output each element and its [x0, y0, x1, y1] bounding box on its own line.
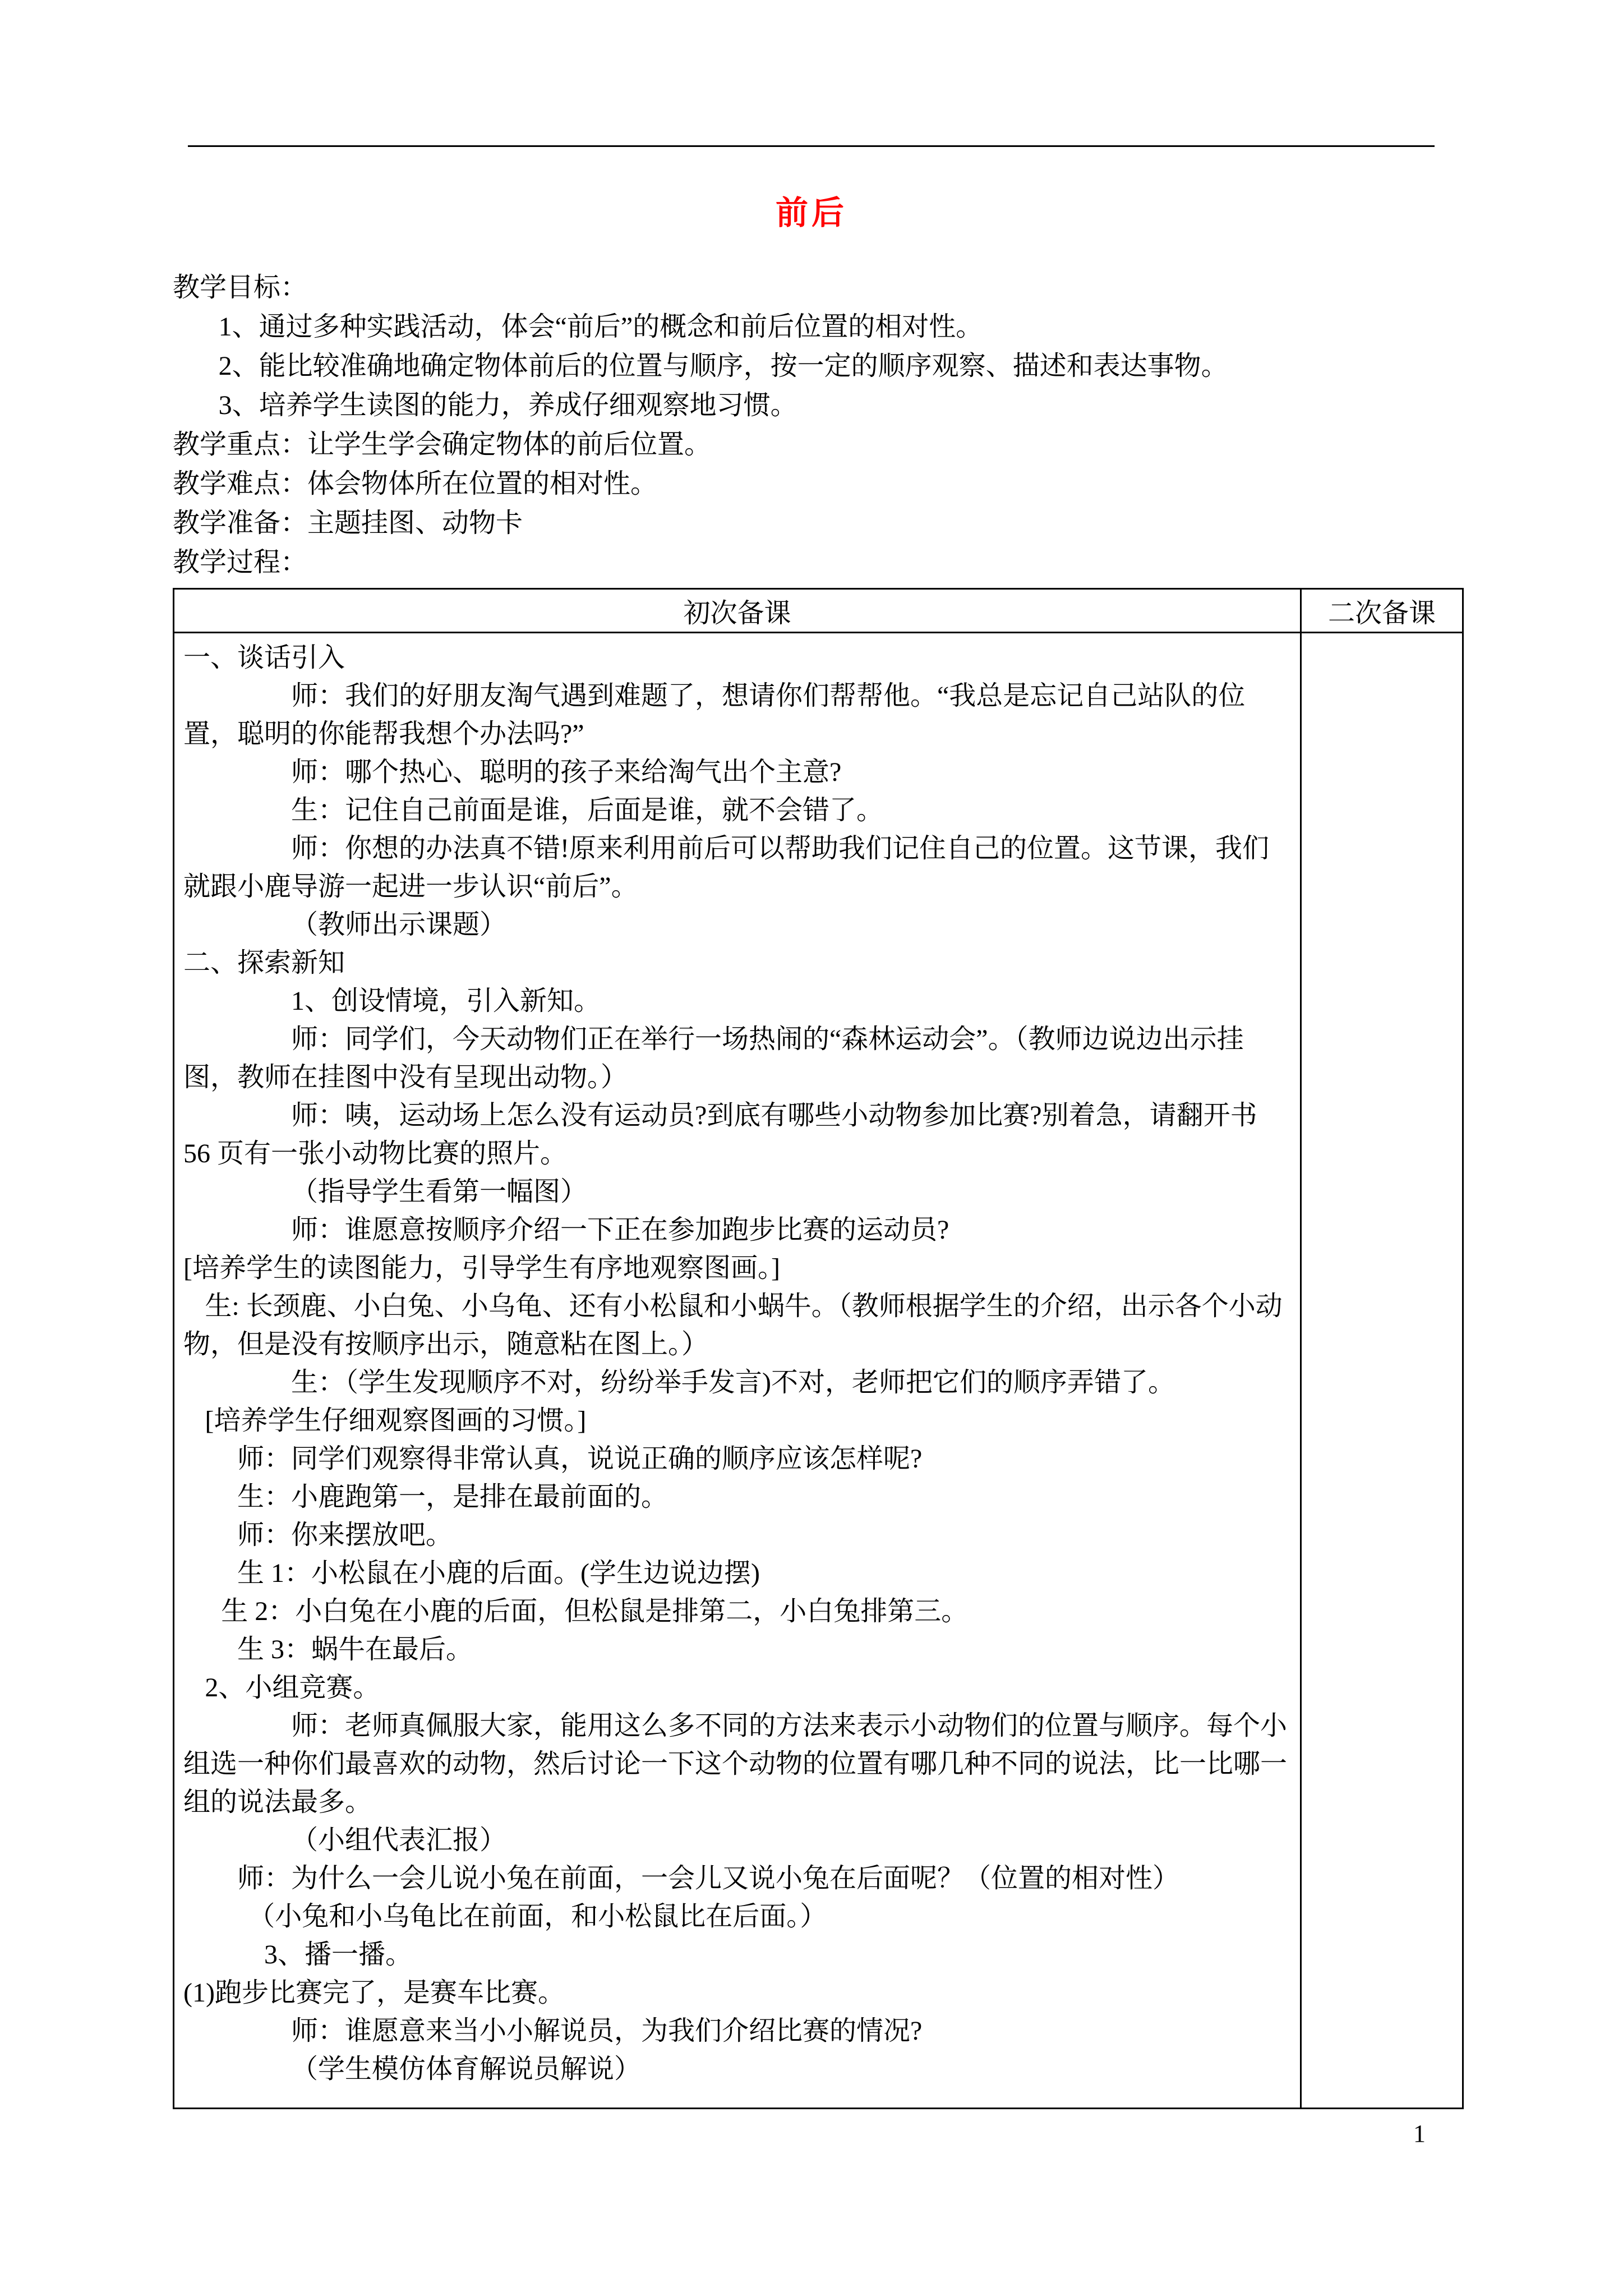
header-rule — [188, 145, 1435, 147]
lesson-paragraph: （小组代表汇报） — [291, 1825, 507, 1855]
lesson-plan-table — [173, 588, 1464, 2109]
second-prep-cell — [1301, 633, 1463, 2109]
lesson-paragraph: 师：咦，运动场上怎么没有运动员?到底有哪些小动物参加比赛?别着急，请翻开书 56 页有一张小动物比赛的照片。 — [183, 1101, 1257, 1168]
lesson-paragraph: 师：你想的办法真不错!原来利用前后可以帮助我们记住自己的位置。这节课，我们就跟小鹿导游一起进一步认识“前后”。 — [183, 834, 1269, 901]
lesson-paragraph: 生 3：蜗牛在最后。 — [237, 1635, 473, 1664]
lesson-paragraph: 师：为什么一会儿说小兔在前面，一会儿又说小兔在后面呢？（位置的相对性） — [237, 1864, 1180, 1893]
lesson-paragraph: 师：你来摆放吧。 — [237, 1520, 453, 1550]
preamble-line: 教学过程： — [173, 547, 308, 577]
preamble-line: 3、培养学生读图的能力，养成仔细观察地习惯。 — [218, 390, 797, 420]
preamble-line: 1、通过多种实践活动，体会“前后”的概念和前后位置的相对性。 — [218, 312, 983, 342]
lesson-paragraph: 生：小鹿跑第一，是排在最前面的。 — [237, 1482, 668, 1512]
lesson-paragraph: 师：同学们，今天动物们正在举行一场热闹的“森林运动会”。（教师边说边出示挂图，教师在挂图中没有呈现出动物。） — [183, 1024, 1244, 1092]
lesson-paragraph: 师：哪个热心、聪明的孩子来给淘气出个主意? — [291, 757, 842, 787]
lesson-paragraph: (1)跑步比赛完了，是赛车比赛。 — [183, 1978, 565, 2008]
lesson-paragraph: 3、播一播。 — [264, 1940, 413, 1970]
lesson-paragraph: 师：老师真佩服大家，能用这么多不同的方法来表示小动物们的位置与顺序。每个小组选一种你们最喜欢的动物，然后讨论一下这个动物的位置有哪几种不同的说法，比一比哪一组的说法最多。 — [183, 1711, 1288, 1817]
lesson-paragraph: 生 2：小白兔在小鹿的后面，但松鼠是排第二，小白兔排第三。 — [221, 1596, 969, 1626]
lesson-paragraph: 2、小组竞赛。 — [205, 1673, 380, 1703]
table-header-first-prep: 初次备课 — [174, 589, 1301, 633]
lesson-paragraph: 生：记住自己前面是谁，后面是谁，就不会错了。 — [291, 795, 884, 825]
lesson-paragraph: 生: 长颈鹿、小白兔、小乌龟、还有小松鼠和小蜗牛。（教师根据学生的介绍，出示各个小动物，但是没有按顺序出示，随意粘在图上。） — [183, 1291, 1283, 1359]
lesson-paragraph: 生：（学生发现顺序不对，纷纷举手发言)不对，老师把它们的顺序弄错了。 — [291, 1368, 1175, 1397]
preamble-line: 教学重点：让学生学会确定物体的前后位置。 — [173, 430, 712, 459]
lesson-paragraph: 师：同学们观察得非常认真，说说正确的顺序应该怎样呢? — [237, 1444, 923, 1474]
preamble-section — [173, 268, 1464, 582]
lesson-table-header — [174, 589, 1463, 633]
preamble-line: 教学目标： — [173, 273, 308, 302]
lesson-paragraph: 生 1：小松鼠在小鹿的后面。(学生边说边摆) — [237, 1558, 760, 1588]
lesson-paragraph: （学生模仿体育解说员解说） — [291, 2054, 642, 2084]
lesson-paragraph: 师：谁愿意来当小小解说员，为我们介绍比赛的情况? — [291, 2016, 923, 2046]
page-number: 1 — [1413, 2120, 1426, 2147]
preamble-line: 教学准备：主题挂图、动物卡 — [173, 508, 523, 538]
preamble-line: 2、能比较准确地确定物体前后的位置与顺序，按一定的顺序观察、描述和表达事物。 — [218, 351, 1228, 381]
lesson-paragraph: 师：我们的好朋友淘气遇到难题了，想请你们帮帮他。“我总是忘记自己站队的位置，聪明的你能帮我想个办法吗?” — [183, 681, 1246, 749]
lesson-paragraph: （小兔和小乌龟比在前面，和小松鼠比在后面。） — [248, 1902, 827, 1931]
preamble-line: 教学难点：体会物体所在位置的相对性。 — [173, 469, 658, 499]
table-header-second-prep: 二次备课 — [1301, 589, 1463, 633]
lesson-paragraph: （指导学生看第一幅图） — [291, 1177, 588, 1207]
lesson-table-body — [174, 633, 1463, 2109]
lesson-paragraph: 一、谈话引入 — [183, 643, 345, 673]
lesson-paragraph: [培养学生的读图能力，引导学生有序地观察图画。] — [183, 1253, 780, 1283]
table-body-row — [174, 633, 1463, 2109]
first-prep-cell — [174, 633, 1301, 2109]
table-header-row — [174, 589, 1463, 633]
lesson-paragraph: 1、创设情境，引入新知。 — [291, 986, 601, 1016]
lesson-paragraph: 师：谁愿意按顺序介绍一下正在参加跑步比赛的运动员? — [291, 1215, 949, 1245]
lesson-paragraph: （教师出示课题） — [291, 910, 507, 940]
document-title: 前后 — [775, 195, 847, 231]
lesson-paragraph: [培养学生仔细观察图画的习惯。] — [205, 1406, 587, 1435]
lesson-paragraph: 二、探索新知 — [183, 948, 345, 978]
